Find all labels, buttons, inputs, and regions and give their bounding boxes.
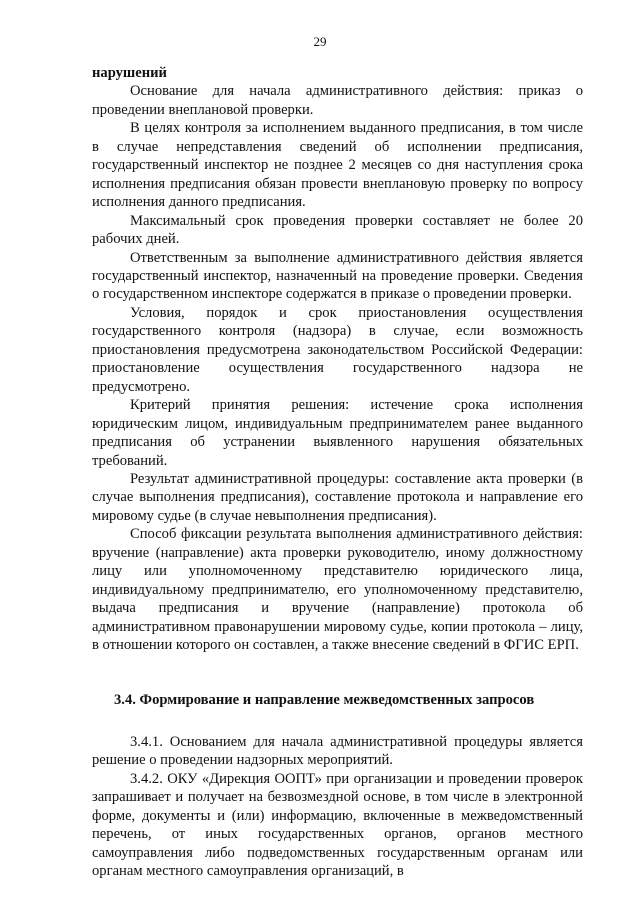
- page-number: 29: [313, 34, 327, 49]
- spacer: [92, 655, 583, 691]
- paragraph-3-4-1: 3.4.1. Основанием для начала административной процедуры является решение о проведении надзорных мероприятий.: [92, 733, 583, 769]
- paragraph-fixation: Способ фиксации результата выполнения административного действия: вручение (направление) акта проверки руководителю, иному должностному лицу или уполномоченному представителю юридического лица, индивидуальному предпринимателю, его уполномоченному представителю, выдача предписания и вручение (направление) протокола об административном правонарушении мировому судье, копии протокола – лицу, в отношении которого он составлен, а также внесение сведений в ФГИС ЕРП.: [92, 526, 583, 654]
- section-heading: 3.4. Формирование и направление межведомственных запросов: [114, 691, 535, 708]
- paragraph-max-term: Максимальный срок проведения проверки составляет не более 20 рабочих дней.: [92, 212, 583, 248]
- paragraph-criterion: Критерий принятия решения: истечение срока исполнения юридическим лицом, индивидуальным предпринимателем ранее выданного предписания об устранении выявленного нарушения обязательных требований.: [92, 397, 583, 469]
- paragraph-result: Результат административной процедуры: составление акта проверки (в случае выполнения предписания), составление протокола и направление его мировому судье (в случае невыполнения предписания).: [92, 470, 583, 524]
- paragraph-suspension: Условия, порядок и срок приостановления осуществления государственного контроля (надзора) в случае, если возможность приостановления предусмотрена законодательством Российской Федерации: приостановление осуществления государственного надзора не предусмотрено.: [92, 304, 583, 395]
- paragraph-basis: Основание для начала административного действия: приказ о проведении внеплановой проверки.: [92, 83, 583, 118]
- paragraph-control: В целях контроля за исполнением выданного предписания, в том числе в случае непредставления сведений об исполнении предписания, государственный инспектор не позднее 2 месяцев со дня наступления срока исполнения предписания обязан провести внеплановую проверку по вопросу исполнения данного предписания.: [92, 120, 583, 211]
- spacer: [92, 709, 583, 733]
- paragraph-responsible: Ответственным за выполнение административного действия является государственный инспектор, назначенный на проведение проверки. Сведения о государственном инспекторе содержатся в приказе о проведении проверки.: [92, 249, 583, 303]
- document-body: [92, 64, 583, 881]
- paragraph-3-4-2: 3.4.2. ОКУ «Дирекция ООПТ» при организации и проведении проверок запрашивает и получает на безвозмездной основе, в том числе в электронной форме, документы и (или) информацию, включенные в межведомственный перечень, от иных государственных органов, органов местного самоуправления либо подведомственных государственным органам или органам местного самоуправления организаций, в: [92, 770, 583, 880]
- heading-tail: нарушений: [92, 65, 167, 81]
